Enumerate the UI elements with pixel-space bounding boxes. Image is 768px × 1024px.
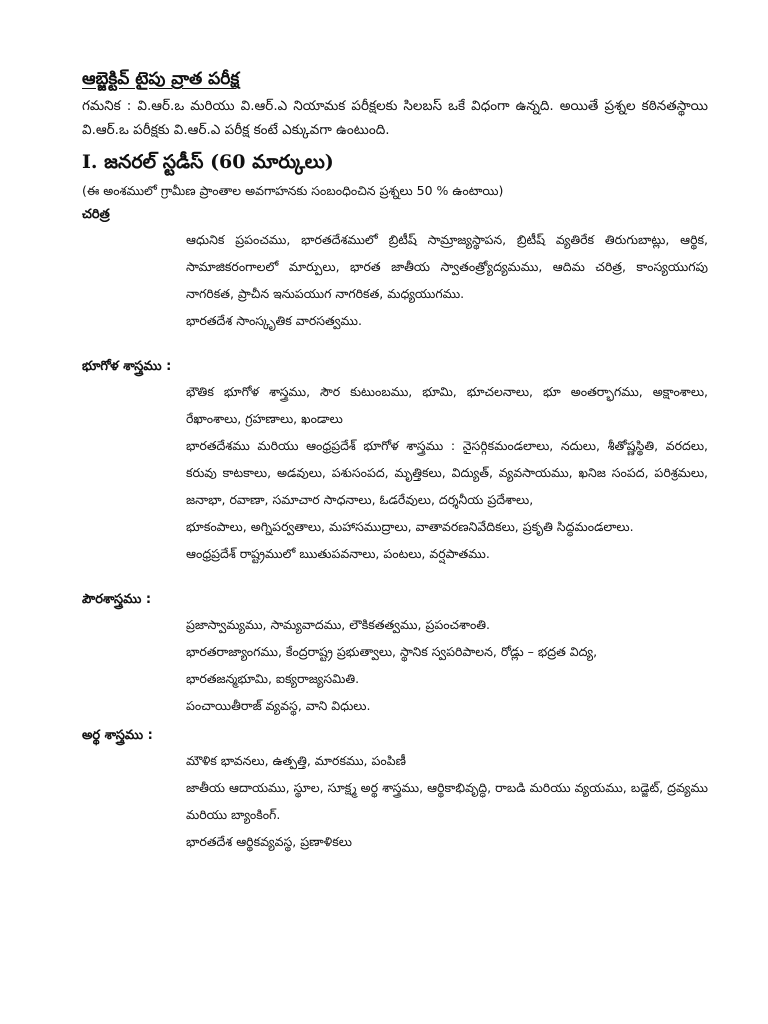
section-note: (ఈ అంశములో గ్రామీణ ప్రాంతాల అవగాహనకు సంబంధించిన ప్రశ్నలు 50 % ఉంటాయి) <box>82 183 504 198</box>
topic-paragraph: భారతదేశ ఆర్థికవ్యవస్థ, ప్రణాళికలు <box>186 834 352 849</box>
topic-paragraph: ఆంధ్రప్రదేశ్ రాష్ట్రములో ఋతుపవనాలు, పంటలు, వర్షపాతము. <box>186 546 490 561</box>
topic-paragraph: ఆధునిక ప్రపంచము, భారతదేశములో బ్రిటీష్ సామ్రాజ్యస్థాపన, బ్రిటీష్ వ్యతిరేక తిరుగుబాట్లు, ఆర్థిక, సామాజికరంగాలలో మార్పులు, భారత జాతీయ స్వాతంత్ర్యోద్యమము, ఆదిమ చరిత్ర, కాంస్యయుగపు నాగరికత, ప్రాచీన ఇనుపయుగ నాగరికత, మధ్యయుగము. <box>186 232 708 301</box>
topic-geography <box>82 356 708 567</box>
topic-economics <box>82 725 708 855</box>
note-paragraph: గమనిక : వి.ఆర్.ఒ మరియు వి.ఆర్.ఎ నియామక పరీక్షలకు సిలబస్ ఒకే విధంగా ఉన్నది. అయితే ప్రశ్నల కఠినతస్థాయి వి.ఆర్.ఒ పరీక్షకు వి.ఆర్.ఎ పరీక్ష కంటే ఎక్కువగా ఉంటుంది. <box>82 98 708 138</box>
topic-heading-economics: అర్థ శాస్త్రము : <box>82 728 153 743</box>
topic-body-history <box>186 226 708 334</box>
topic-paragraph: భారతదేశము మరియు ఆంధ్రప్రదేశ్ భూగోళ శాస్త్రము : నైసర్గికమండలాలు, నదులు, శీతోష్ణస్థితి, వరదలు, కరువు కాటకాలు, అడవులు, పశుసంపద, మృత్తికలు, విద్యుత్, వ్యవసాయము, ఖనిజ సంపద, పరిశ్రమలు, జనాభా, రవాణా, సమాచార సాధనాలు, ఓడరేవులు, దర్శనీయ ప్రదేశాలు, <box>186 438 708 507</box>
section-title: జనరల్ స్టడీస్ (60 మార్కులు) <box>104 151 334 173</box>
topic-paragraph: మౌళిక భావనలు, ఉత్పత్తి, మారకము, పంపిణీ <box>186 753 406 768</box>
topic-paragraph: భారతజన్మభూమి, ఐక్యరాజ్యసమితి. <box>186 671 360 686</box>
topic-paragraph: భౌతిక భూగోళ శాస్త్రము, సౌర కుటుంబము, భూమి, భూచలనాలు, భూ అంతర్భాగము, అక్షాంశాలు, రేఖాంశాలు, గ్రహణాలు, ఖండాలు <box>186 384 708 426</box>
section-heading <box>82 148 708 176</box>
topic-civics <box>82 589 708 719</box>
topic-heading-history: చరిత్ర <box>82 207 110 222</box>
topic-paragraph: భారతరాజ్యాంగము, కేంద్రరాష్ట్ర ప్రభుత్వాలు, స్థానిక స్వపరిపాలన, రోడ్లు – భద్రత విద్య, <box>186 644 598 659</box>
topic-body-economics <box>186 747 708 855</box>
section-number: I. <box>82 151 98 173</box>
topic-body-civics <box>186 611 708 719</box>
topic-paragraph: భారతదేశ సాంస్కృతిక వారసత్వము. <box>186 313 362 328</box>
topic-paragraph: పంచాయితీరాజ్ వ్యవస్థ, వాని విధులు. <box>186 698 371 713</box>
topic-body-geography <box>186 378 708 567</box>
topic-heading-civics: పౌరశాస్త్రము : <box>82 592 152 607</box>
topic-paragraph: ప్రజాస్వామ్యము, సామ్యవాదము, లౌకికతత్వము, ప్రపంచశాంతి. <box>186 617 491 632</box>
topic-history <box>82 204 708 334</box>
topic-heading-geography: భూగోళ శాస్త్రము : <box>82 359 172 374</box>
topic-paragraph: జాతీయ ఆదాయము, స్థూల, సూక్ష్మ అర్థ శాస్త్రము, ఆర్థికాభివృద్ధి, రాబడి మరియు వ్యయము, బడ్జెట్, ద్రవ్యము మరియు బ్యాంకింగ్. <box>186 780 708 822</box>
document-title: ఆబ్జెక్టివ్ టైపు వ్రాత పరీక్ష <box>82 69 240 89</box>
topic-paragraph: భూకంపాలు, అగ్నిపర్వతాలు, మహాసముద్రాలు, వాతావరణనివేదికలు, ప్రకృతి సిద్ధమండలాలు. <box>186 519 634 534</box>
